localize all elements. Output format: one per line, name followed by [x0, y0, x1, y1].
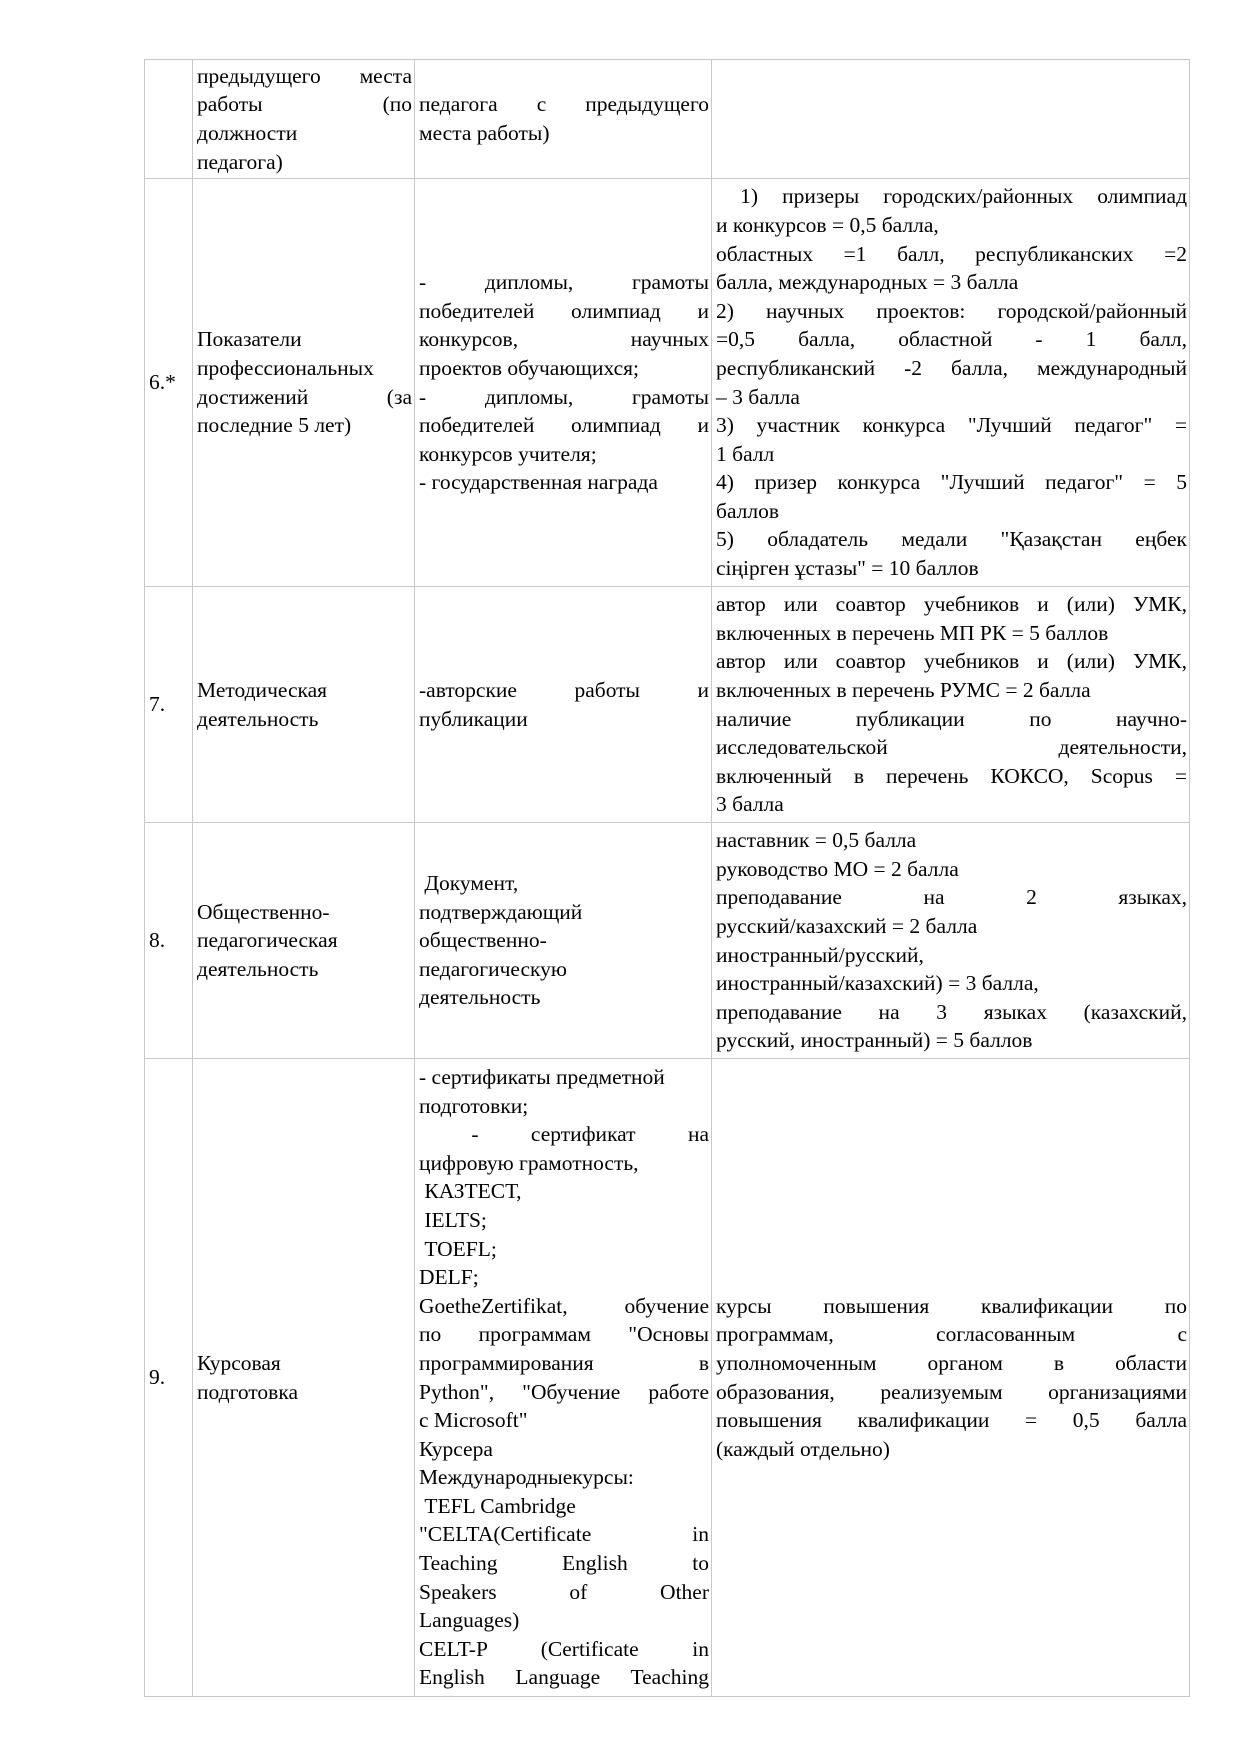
text-line: педагогическую: [419, 956, 567, 981]
text-line: 3) участник конкурса "Лучший педагог" =: [716, 413, 1187, 438]
text-line: IELTS;: [419, 1207, 487, 1232]
text-line: должности: [197, 121, 298, 145]
text-line: наличие публикации по научно-: [716, 706, 1187, 731]
text-line: подготовки;: [419, 1093, 529, 1118]
text-line: CELT-P (Certificate in: [419, 1636, 709, 1661]
criterion-name-cell: [193, 1059, 415, 1697]
text-line: иностранный/казахский) = 3 балла,: [716, 971, 1039, 996]
text-line: English Language Teaching: [419, 1665, 709, 1690]
text-line: предыдущего места: [197, 63, 412, 88]
row-number: 9.: [145, 1059, 193, 1697]
table-row: [145, 823, 1190, 1059]
text-line: педагога): [197, 149, 283, 174]
text-line: подтверждающий: [419, 899, 583, 924]
documents-cell: [415, 1059, 712, 1697]
text-line: конкурсов учителя;: [419, 441, 597, 466]
text-line: конкурсов, научных: [419, 327, 709, 352]
text-line: курсы повышения квалификации по: [716, 1293, 1187, 1318]
text-line: 1) призеры городских/районных олимпиад: [716, 184, 1188, 209]
text-line: - сертификат на: [419, 1122, 709, 1147]
text-line: Speakers of Other: [419, 1579, 709, 1604]
text-line: DELF;: [419, 1265, 479, 1290]
text-line: последние 5 лет): [197, 413, 352, 438]
criteria-table: [144, 59, 1190, 1697]
text-line: Методическая: [197, 677, 328, 702]
text-line: баллов: [716, 498, 780, 523]
text-line: автор или соавтор учебников и (или) УМК,: [716, 592, 1187, 617]
scores-cell: [712, 60, 1190, 179]
text-line: победителей олимпиад и: [419, 413, 709, 438]
documents-cell: [415, 823, 712, 1059]
text-line: исследовательской деятельности,: [716, 735, 1187, 760]
criterion-name-cell: [193, 823, 415, 1059]
text-line: Общественно-: [197, 899, 330, 924]
text-line: деятельность: [419, 985, 541, 1010]
text-line: деятельность: [197, 956, 319, 981]
text-line: 3 балла: [716, 792, 784, 817]
documents-cell: [415, 179, 712, 587]
text-line: областных =1 балл, республиканских =2: [716, 241, 1187, 266]
text-line: руководство МО = 2 балла: [716, 856, 959, 881]
table-row: [145, 60, 1190, 179]
criterion-name-cell: [193, 587, 415, 823]
text-line: -авторские работы и: [419, 677, 709, 702]
text-line: подготовка: [197, 1379, 299, 1404]
text-line: TOEFL;: [419, 1236, 497, 1261]
text-line: 5) обладатель медали "Қазақстан еңбек: [716, 527, 1187, 552]
text-line: проектов обучающихся;: [419, 355, 639, 380]
text-line: программам, согласованным с: [716, 1322, 1187, 1347]
text-line: =0,5 балла, областной - 1 балл,: [716, 327, 1187, 352]
text-line: уполномоченным органом в области: [716, 1350, 1187, 1375]
text-line: и конкурсов = 0,5 балла,: [716, 212, 939, 237]
text-line: места работы): [419, 121, 550, 145]
text-line: цифровую грамотность,: [419, 1150, 639, 1175]
text-line: общественно-: [419, 928, 547, 953]
text-line: GoetheZertifikat, обучение: [419, 1293, 709, 1318]
text-line: Курсовая: [197, 1350, 281, 1375]
text-line: Teaching English to: [419, 1551, 709, 1576]
text-line: профессиональных: [197, 355, 374, 380]
text-line: - сертификаты предметной: [419, 1064, 665, 1089]
text-line: преподавание на 3 языках (казахский,: [716, 999, 1187, 1024]
text-line: иностранный/русский,: [716, 942, 924, 967]
text-line: – 3 балла: [716, 384, 800, 409]
scores-cell: [712, 1059, 1190, 1697]
documents-cell: [415, 60, 712, 179]
text-line: наставник = 0,5 балла: [716, 828, 917, 853]
text-line: педагога с предыдущего: [419, 92, 709, 117]
text-line: автор или соавтор учебников и (или) УМК,: [716, 649, 1187, 674]
text-line: по программам "Основы: [419, 1322, 709, 1347]
text-line: Международныекурсы:: [419, 1465, 634, 1490]
scores-cell: [712, 587, 1190, 823]
text-line: - государственная награда: [419, 470, 658, 495]
text-line: педагогическая: [197, 928, 338, 953]
text-line: образования, реализуемым организациями: [716, 1379, 1187, 1404]
text-line: "CELTA(Certificate in: [419, 1522, 709, 1547]
text-line: (каждый отдельно): [716, 1436, 890, 1461]
text-line: победителей олимпиад и: [419, 298, 709, 323]
text-line: преподавание на 2 языках,: [716, 885, 1187, 910]
text-line: балла, международных = 3 балла: [716, 270, 1019, 295]
row-number: 7.: [145, 587, 193, 823]
text-line: с Microsoft": [419, 1408, 528, 1433]
text-line: 1 балл: [716, 441, 775, 466]
text-line: повышения квалификации = 0,5 балла: [716, 1408, 1187, 1433]
table-row: [145, 1059, 1190, 1697]
scores-cell: [712, 179, 1190, 587]
row-number: 6.*: [145, 179, 193, 587]
text-line: программирования в: [419, 1350, 709, 1375]
table-row: [145, 587, 1190, 823]
text-line: Курсера: [419, 1436, 493, 1461]
text-line: русский/казахский = 2 балла: [716, 913, 978, 938]
text-line: русский, иностранный) = 5 баллов: [716, 1028, 1033, 1053]
text-line: 4) призер конкурса "Лучший педагог" = 5: [716, 470, 1187, 495]
text-line: включенный в перечень КОКСО, Scopus =: [716, 763, 1187, 788]
text-line: - дипломы, грамоты: [419, 270, 709, 295]
row-number: 8.: [145, 823, 193, 1059]
text-line: Документ,: [419, 871, 519, 896]
text-line: Python", "Обучение работе: [419, 1379, 709, 1404]
text-line: КАЗТЕСТ,: [419, 1179, 522, 1204]
text-line: публикации: [419, 706, 528, 731]
criterion-name-cell: [193, 179, 415, 587]
row-number: [145, 60, 193, 179]
text-line: республиканский -2 балла, международный: [716, 355, 1187, 380]
documents-cell: [415, 587, 712, 823]
text-line: деятельность: [197, 706, 319, 731]
text-line: Показатели: [197, 327, 302, 352]
scores-cell: [712, 823, 1190, 1059]
text-line: 2) научных проектов: городской/районный: [716, 298, 1187, 323]
criterion-name-cell: [193, 60, 415, 179]
table-row: [145, 179, 1190, 587]
text-line: Languages): [419, 1608, 520, 1633]
text-line: включенных в перечень МП РК = 5 баллов: [716, 620, 1109, 645]
text-line: сіңірген ұстазы" = 10 баллов: [716, 556, 979, 581]
text-line: TEFL Cambridge: [419, 1493, 576, 1518]
text-line: работы (по: [197, 92, 412, 117]
text-line: достижений (за: [197, 384, 412, 409]
text-line: - дипломы, грамоты: [419, 384, 709, 409]
text-line: включенных в перечень РУМС = 2 балла: [716, 677, 1091, 702]
